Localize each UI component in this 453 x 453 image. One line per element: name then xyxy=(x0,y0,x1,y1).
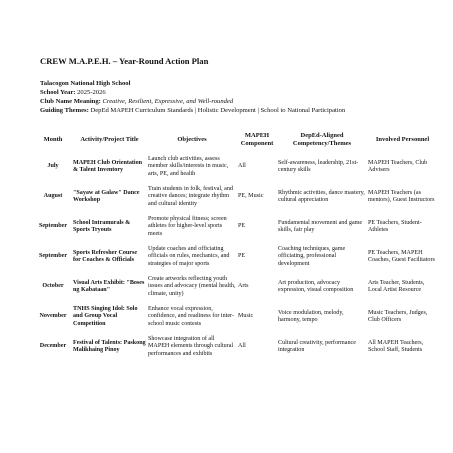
school-year-value: 2025-2026 xyxy=(77,89,106,96)
row-component: All xyxy=(238,343,246,350)
row-personnel: MAPEH Teachers (as mentors), Guest Instructors xyxy=(368,189,435,203)
club-name-meaning-line xyxy=(40,97,440,106)
action-plan-table xyxy=(34,128,438,362)
header-personnel: Involved Personnel xyxy=(375,136,430,144)
guiding-themes-line xyxy=(40,106,440,115)
club-name-meaning-label: Club Name Meaning: xyxy=(40,98,101,105)
school-line xyxy=(40,79,440,88)
table-row xyxy=(34,272,438,302)
row-component: PE xyxy=(238,253,246,260)
document-title: CREW M.A.P.E.H. – Year-Round Action Plan xyxy=(40,56,209,66)
row-month: August xyxy=(43,193,63,200)
table-row xyxy=(34,332,438,362)
header-competency: DepEd-Aligned Competency/Themes xyxy=(292,132,352,147)
row-month: September xyxy=(38,223,68,230)
row-personnel: Music Teachers, Judges, Club Officers xyxy=(368,309,428,323)
guiding-themes-value: DepEd MAPEH Curriculum Standards | Holistic Development | School to National Participation xyxy=(90,107,346,114)
table-header-row xyxy=(34,128,438,152)
row-objectives: Launch club activities, assess member skills/interests in music, arts, PE, and health xyxy=(148,155,229,177)
row-activity: "Sayaw at Galaw" Dance Workshop xyxy=(73,189,140,203)
row-competency: Cultural creativity, performance integration xyxy=(278,339,356,353)
row-personnel: PE Teachers, MAPEH Coaches, Guest Facilitators xyxy=(368,249,435,263)
table-row xyxy=(34,242,438,272)
school-year-line xyxy=(40,88,440,97)
row-activity: TNHS Singing Idol: Solo and Group Vocal Competition xyxy=(73,305,138,327)
header-objectives: Objectives xyxy=(177,136,207,144)
row-objectives: Promote physical fitness; screen athletes for higher-level sports meets xyxy=(148,215,227,237)
header-component: MAPEH Component xyxy=(240,132,274,147)
row-objectives: Showcase integration of all MAPEH elements through cultural performances and exhibits xyxy=(148,335,234,357)
row-month: October xyxy=(42,283,64,290)
document-meta xyxy=(40,79,440,115)
row-competency: Self-awareness, leadership, 21st-century skills xyxy=(278,159,359,173)
guiding-themes-label: Guiding Themes: xyxy=(40,107,89,114)
school-year-label: School Year: xyxy=(40,89,76,96)
row-personnel: MAPEH Teachers, Club Advisers xyxy=(368,159,428,173)
row-month: September xyxy=(38,253,68,260)
header-month: Month xyxy=(43,136,63,144)
row-personnel: PE Teachers, Student-Athletes xyxy=(368,219,422,233)
row-month: November xyxy=(39,313,67,320)
row-competency: Rhythmic activities, dance mastery, cultural appreciation xyxy=(278,189,365,203)
row-component: Arts xyxy=(238,283,249,290)
row-month: December xyxy=(39,343,67,350)
table-row xyxy=(34,302,438,332)
table-row xyxy=(34,152,438,182)
row-competency: Coaching techniques, game officiating, professional development xyxy=(278,245,346,267)
table-row xyxy=(34,212,438,242)
row-component: Music xyxy=(238,313,254,320)
header-activity: Activity/Project Title xyxy=(80,136,139,144)
row-competency: Art production, advocacy expression, visual composition xyxy=(278,279,354,293)
row-objectives: Enhance vocal expression, confidence, and readiness for inter-school music contests xyxy=(148,305,234,327)
table-row xyxy=(34,182,438,212)
row-component: PE, Music xyxy=(238,193,264,200)
row-objectives: Create artworks reflecting youth issues and advocacy (mental health, climate, unity) xyxy=(148,275,236,297)
row-month: July xyxy=(47,163,59,170)
row-competency: Fundamental movement and game skills, fair play xyxy=(278,219,363,233)
row-component: All xyxy=(238,163,246,170)
row-personnel: Arts Teacher, Students, Local Artist Resource xyxy=(368,279,425,293)
row-personnel: All MAPEH Teachers, School Staff, Students xyxy=(368,339,424,353)
row-competency: Voice modulation, melody, harmony, tempo xyxy=(278,309,344,323)
row-objectives: Update coaches and officiating officials on rules, mechanics, and strategies of major sports xyxy=(148,245,230,267)
row-activity: Festival of Talents: Paskong Malikhaing Pinoy xyxy=(73,339,146,353)
row-activity: Visual Arts Exhibit: "Boses ng Kabataan" xyxy=(73,279,145,293)
club-name-meaning-value: Creative, Resilient, Expressive, and Well-rounded xyxy=(102,98,234,105)
school-name: Talacogon National High School xyxy=(40,80,131,87)
row-objectives: Train students in folk, festival, and creative dances; integrate rhythm and cultural identity xyxy=(148,185,233,207)
row-component: PE xyxy=(238,223,246,230)
row-activity: School Intramurals & Sports Tryouts xyxy=(73,219,131,233)
row-activity: MAPEH Club Orientation & Talent Inventory xyxy=(73,159,143,173)
row-activity: Sports Refresher Course for Coaches & Officials xyxy=(73,249,138,263)
